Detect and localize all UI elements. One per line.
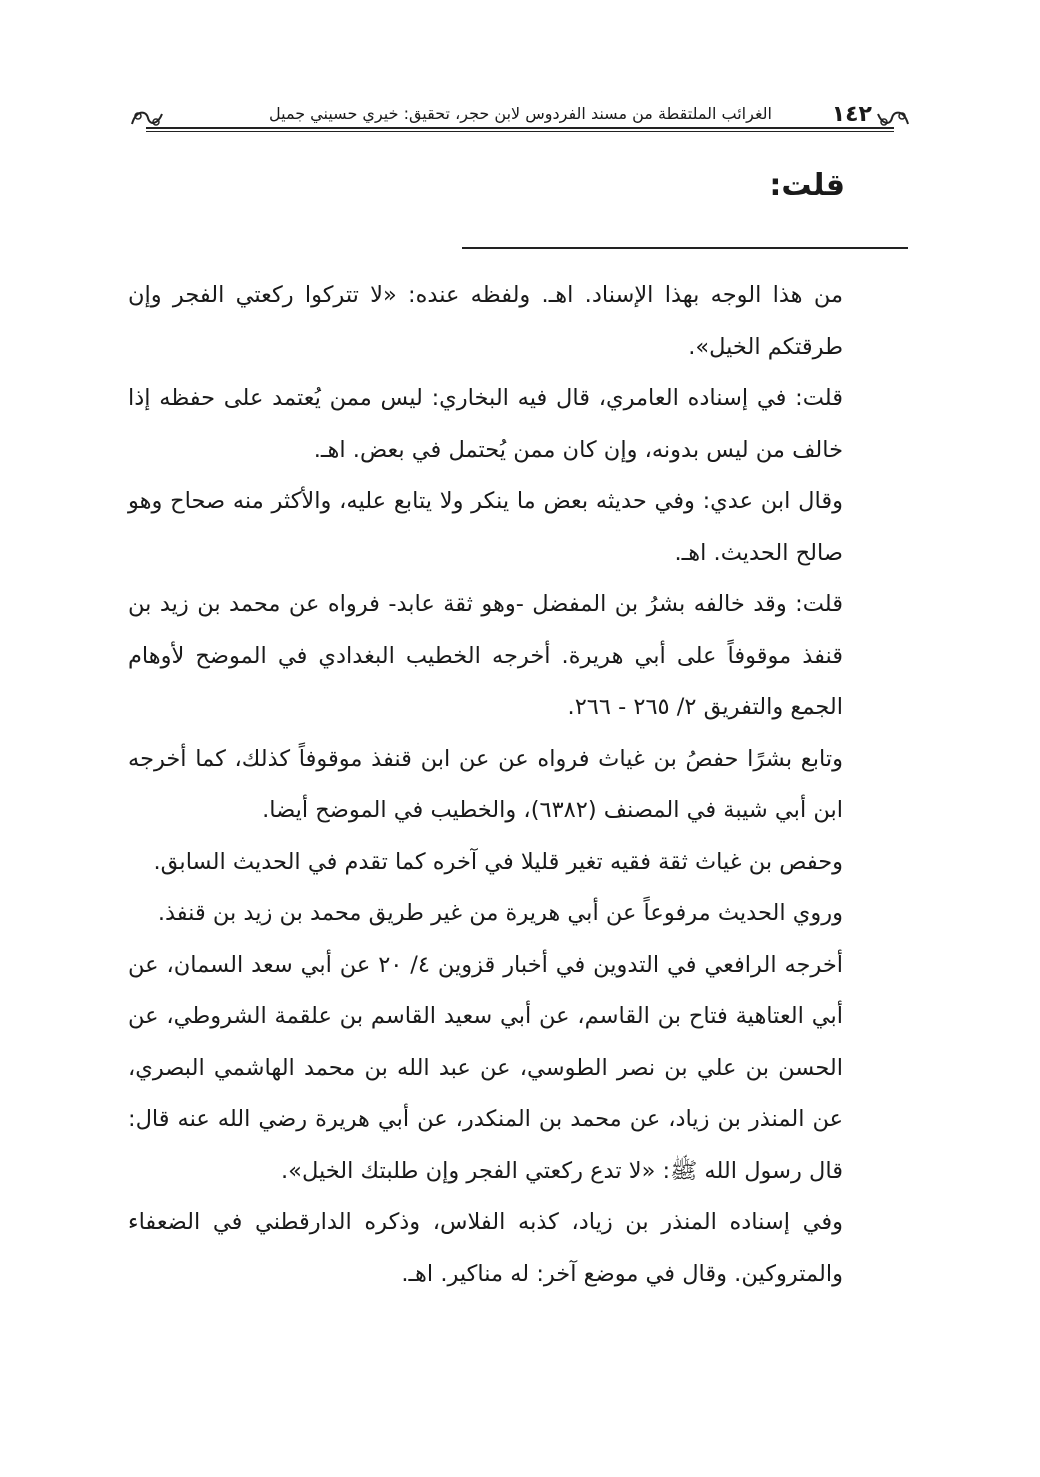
header-rule [146, 127, 894, 129]
section-heading: قلت: [769, 168, 845, 203]
paragraph: قلت: وقد خالفه بشرُ بن المفضل -وهو ثقة عابد- فرواه عن محمد بن زيد بن قنفذ موقوفاً على أبي هريرة. أخرجه الخطيب البغدادي في الموضح لأوهام الجمع والتفريق ٢/ ٢٦٥ - ٢٦٦. [128, 591, 843, 720]
footnote-separator [462, 247, 908, 249]
paragraph: وروي الحديث مرفوعاً عن أبي هريرة من غير طريق محمد بن زيد بن قنفذ. [157, 900, 843, 926]
running-head: الغرائب الملتقطة من مسند الفردوس لابن حجر، تحقيق: خيري حسيني جميل [269, 104, 772, 123]
paragraph: وحفص بن غياث ثقة فقيه تغير قليلا في آخره كما تقدم في الحديث السابق. [153, 848, 843, 875]
footnote-body [128, 270, 843, 1300]
paragraph: وقال ابن عدي: وفي حديثه بعض ما ينكر ولا يتابع عليه، والأكثر منه صحاح وهو صالح الحديث. اهـ. [128, 488, 843, 566]
header-rule-thin [146, 131, 894, 132]
ornament-right-icon [874, 102, 912, 132]
page-header [128, 96, 912, 136]
paragraph: أخرجه الرافعي في التدوين في أخبار قزوين ٤/ ٢٠ عن أبي سعد السمان، عن أبي العتاهية فتاح بن القاسم، عن أبي سعيد القاسم بن علقمة الشروطي، عن الحسن بن علي بن نصر الطوسي، عن عبد الله بن محمد الهاشمي البصري، عن المنذر بن زياد، عن محمد بن المنكدر، عن أبي هريرة رضي الله عنه قال: قال رسول الله ﷺ: «لا تدع ركعتي الفجر وإن طلبتك الخيل». [128, 951, 844, 1184]
paragraph: وتابع بشرًا حفصُ بن غياث فرواه عن عن ابن قنفذ موقوفاً كذلك، كما أخرجه ابن أبي شيبة في المصنف (٦٣٨٢)، والخطيب في الموضح أيضا. [128, 745, 843, 823]
page-number: ١٤٢ [831, 102, 872, 127]
paragraph: من هذا الوجه بهذا الإسناد. اهـ. ولفظه عنده: «لا تتركوا ركعتي الفجر وإن طرقتكم الخيل». [128, 282, 843, 360]
paragraph: وفي إسناده المنذر بن زياد، كذبه الفلاس، وذكره الدارقطني في الضعفاء والمتروكين. وقال في موضع آخر: له مناكير. اهـ. [128, 1209, 843, 1287]
paragraph: قلت: في إسناده العامري، قال فيه البخاري: ليس ممن يُعتمد على حفظه إذا خالف من ليس بدونه، وإن كان ممن يُحتمل في بعض. اهـ. [128, 385, 843, 463]
